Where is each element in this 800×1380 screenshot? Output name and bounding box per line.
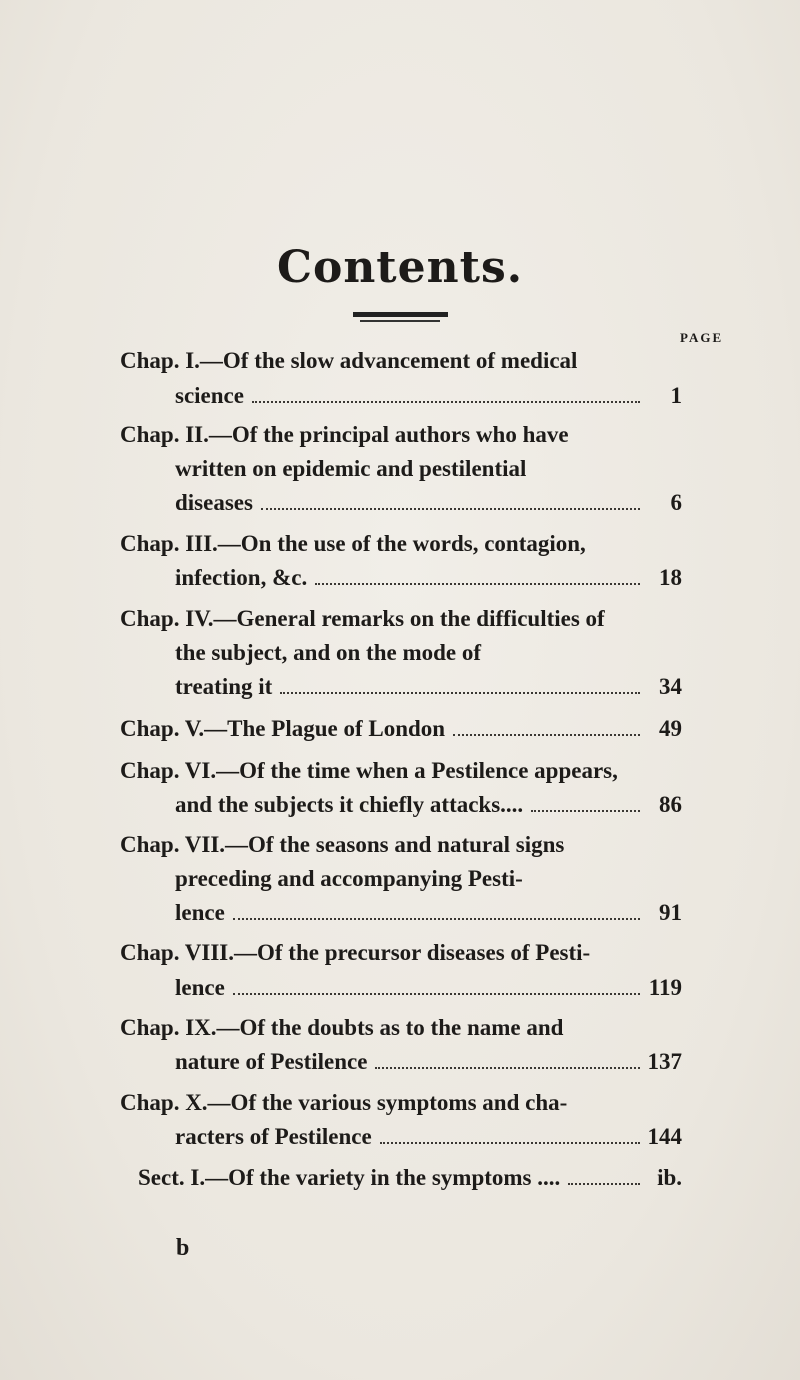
toc-entry-line	[120, 1012, 563, 1044]
toc-entry-line	[175, 1046, 682, 1078]
toc-entry-text: Chap. X.—Of the various symptoms and cha-	[120, 1090, 568, 1115]
toc-page-number: 49	[659, 716, 682, 741]
toc-page-number: 91	[659, 900, 682, 925]
toc-entry-line	[120, 829, 564, 861]
toc-entry-line	[120, 1087, 567, 1119]
toc-entry-line	[175, 453, 526, 485]
toc-entry-text: science	[175, 383, 244, 408]
toc-entry-text: Chap. I.—Of the slow advancement of medical	[120, 348, 578, 373]
toc-page-number: 6	[670, 490, 682, 515]
toc-page-number: 1	[670, 383, 682, 408]
toc-entry-line	[175, 562, 682, 594]
toc-entry-text: Chap. VII.—Of the seasons and natural signs	[120, 832, 565, 857]
toc-page-number: 18	[659, 565, 682, 590]
toc-entry-text: lence	[175, 900, 225, 925]
dot-leader	[380, 1142, 640, 1144]
toc-entry-text: preceding and accompanying Pesti-	[175, 866, 523, 891]
toc-page-number: 34	[659, 674, 682, 699]
toc-entry-text: the subject, and on the mode of	[175, 640, 482, 665]
toc-entry-text: Chap. V.—The Plague of London	[120, 716, 446, 741]
toc-entry-text: Chap. VIII.—Of the precursor diseases of Pesti-	[120, 940, 591, 965]
toc-entry-text: Chap. II.—Of the principal authors who have	[120, 422, 569, 447]
toc-page-number: 119	[648, 975, 682, 1000]
dot-leader	[233, 918, 640, 920]
toc-entry-text: Chap. IV.—General remarks on the difficulties of	[120, 606, 605, 631]
dot-leader	[568, 1183, 640, 1185]
toc-entry-line	[120, 419, 569, 451]
dot-leader	[233, 993, 640, 995]
dot-leader	[531, 810, 640, 812]
toc-entry-line	[175, 789, 682, 821]
dot-leader	[261, 508, 640, 510]
toc-entry-line	[175, 637, 481, 669]
toc-entry-line	[120, 713, 682, 745]
toc-entry-text: treating it	[175, 674, 273, 699]
page-column-label: PAGE	[680, 330, 724, 345]
toc-page-number: 137	[647, 1049, 682, 1074]
toc-entry-line	[120, 937, 590, 969]
toc-entry-text: diseases	[175, 490, 253, 515]
toc-entry-text: nature of Pestilence	[175, 1049, 368, 1074]
dot-leader	[280, 692, 640, 694]
toc-entry-line	[120, 603, 605, 635]
page-title: Contents.	[276, 242, 524, 293]
toc-entry-text: written on epidemic and pestilential	[175, 456, 527, 481]
toc-entry-line	[175, 380, 682, 412]
toc-entry-text: lence	[175, 975, 225, 1000]
toc-entry-line	[175, 972, 682, 1004]
dot-leader	[252, 401, 640, 403]
toc-entry-text: Sect. I.—Of the variety in the symptoms ....	[138, 1165, 561, 1190]
toc-entry-text: Chap. IX.—Of the doubts as to the name and	[120, 1015, 564, 1040]
dot-leader	[453, 734, 640, 736]
toc-entry-text: Chap. III.—On the use of the words, contagion,	[120, 531, 586, 556]
toc-entry-line	[120, 755, 618, 787]
signature-mark: b	[176, 1235, 190, 1261]
toc-entry-line	[175, 897, 682, 929]
toc-entry-line	[175, 1121, 682, 1153]
toc-entry-text: infection, &c.	[175, 565, 308, 590]
toc-entry-line	[175, 671, 682, 703]
toc-entry-line	[138, 1162, 682, 1194]
toc-entry-text: and the subjects it chiefly attacks....	[175, 792, 524, 817]
toc-page-number: 86	[659, 792, 682, 817]
dot-leader	[315, 583, 640, 585]
toc-entry-line	[175, 487, 682, 519]
toc-page-number: 144	[647, 1124, 682, 1149]
toc-entry-text: racters of Pestilence	[175, 1124, 372, 1149]
toc-entry-line	[175, 863, 523, 895]
toc-entry-line	[120, 345, 577, 377]
toc-entry-line	[120, 528, 586, 560]
dot-leader	[375, 1067, 639, 1069]
toc-entry-text: Chap. VI.—Of the time when a Pestilence appears,	[120, 758, 618, 783]
toc-page-number: ib.	[657, 1165, 682, 1190]
